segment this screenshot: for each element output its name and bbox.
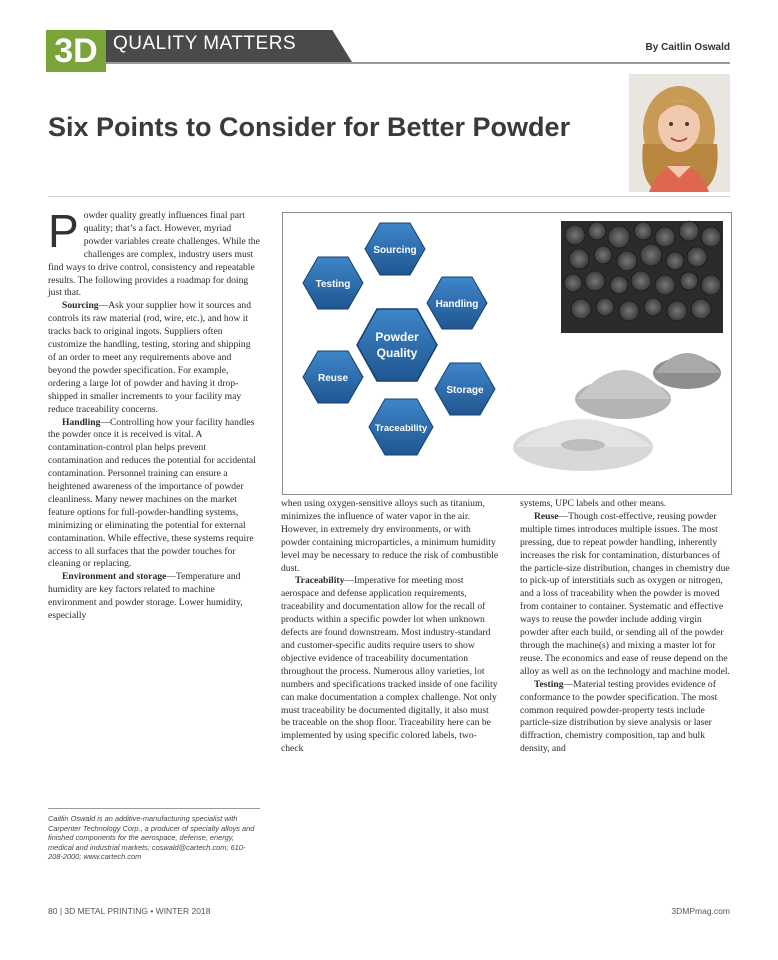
intro-paragraph: Powder quality greatly influences final part quality; that’s a fact. However, myriad powder variables create challenges. While the challenges are complex, industry users must find ways to drive control, consistency and repeatable results. The following provides a roadmap for doing just that. bbox=[48, 205, 260, 299]
drop-cap: P bbox=[48, 205, 79, 257]
hex-sourcing bbox=[365, 223, 425, 275]
author-bio: Caitlin Oswald is an additive-manufacturing specialist with Carpenter Technology Corp., a producer of specialty alloys and finished components for the aerospace, defense, energy, medical and industrial markets; coswald@cartech.com; 610-208-2000; www.cartech.com bbox=[48, 814, 255, 862]
article-column-1 bbox=[48, 205, 260, 623]
hex-storage bbox=[435, 363, 495, 415]
article-column-3 bbox=[520, 498, 730, 756]
page-footer-issue: 80 | 3D METAL PRINTING • WINTER 2018 bbox=[48, 906, 211, 916]
powder-quality-figure bbox=[282, 212, 732, 495]
environment-continued: when using oxygen-sensitive alloys such as titanium, minimizes the influence of water vapor in the air. However, in extremely dry environments, or with powder containing microparticles, a minimum humidity level may be necessary to reduce the risk of combustible dust. bbox=[281, 498, 499, 574]
handling-subhead: Handling bbox=[62, 416, 101, 428]
header-divider bbox=[106, 62, 730, 64]
handling-paragraph: Handling—Controlling how your facility handles the powder once it is received is vital. A contamination-control plan helps prevent contamination and reduces the potential for accidental contamination. Personnel training can ensure a heightened awareness of the importance of powder cleanliness. Many newer machines on the market feature options for full-powder-handling systems, minimizing or eliminating the potential for external contamination. While effective, these systems require access to all surfaces that the powder touches for cleaning or replacing. bbox=[48, 416, 256, 570]
section-title: QUALITY MATTERS bbox=[113, 33, 297, 54]
hex-reuse bbox=[303, 351, 363, 403]
testing-paragraph: Testing—Material testing provides evidence of conformance to the powder specification. The most common required powder-property tests include particle-size distribution by sieve analysis or laser diffraction, chemistry composition, tap and bulk density, and bbox=[520, 678, 718, 755]
title-divider bbox=[48, 196, 730, 197]
svg-text:Storage: Storage bbox=[446, 385, 484, 396]
reuse-paragraph: Reuse—Though cost-effective, reusing powder multiple times introduces multiple issues. The most pressing, due to repeat powder handling, inherently increases the risk for contamination, disturbances of the particle-size distribution, changes in chemistry due to pick-up of interstitials such as oxygen or nitrogen, and a loss of traceability when the powder is moved from container to container. Systematic and effective ways to reuse the powder include adding virgin powder after each build, or sending all of the powder through the machine(s) and mixing a master lot for reuse. The economics and ease of reuse depend on the alloy as well as on the technology and machine model. bbox=[520, 510, 730, 677]
byline: By Caitlin Oswald bbox=[645, 42, 730, 53]
traceability-paragraph: Traceability—Imperative for meeting most aerospace and defense application requirements, traceability and documentation allow for the recall of products within a specific powder lot when unknown defects are found downstream. Most industry-standard and customer-specific audits require users to show objective evidence of traceability documentation throughout the process. Numerous alloy varieties, lot numbers and specifications tracked inside of one facility can make documentation a complex challenge. Not only must traceability be documented digitally, it also must be traceable on the shop floor. Traceability here can be implemented by using specific colored labels, two-check bbox=[281, 575, 498, 755]
traceability-subhead: Traceability bbox=[295, 575, 345, 587]
article-column-2 bbox=[281, 498, 499, 756]
hex-handling bbox=[427, 277, 487, 329]
hex-diagram bbox=[303, 223, 495, 455]
reuse-subhead: Reuse bbox=[534, 510, 559, 522]
svg-text:Handling: Handling bbox=[435, 299, 479, 310]
svg-text:Powder: Powder bbox=[375, 330, 419, 344]
testing-subhead: Testing bbox=[534, 678, 564, 690]
hex-traceability bbox=[369, 399, 433, 455]
magazine-logo: 3D bbox=[46, 30, 106, 72]
powder-piles bbox=[513, 353, 721, 471]
hex-center-powder-quality bbox=[357, 309, 437, 381]
article-title: Six Points to Consider for Better Powder bbox=[48, 112, 571, 142]
traceability-continued: systems, UPC labels and other means. bbox=[520, 498, 667, 509]
sourcing-paragraph: Sourcing—Ask your supplier how it sources and controls its raw material (rod, wire, etc.), and how it tracks back to original ingots. Suppliers often customize the handling, testing, storing and shipping of an order to meet any requirements above and beyond the powder specification. For example, ordering a large lot of powder and having it drop-shipped in smaller increments to your facility may reduce traceability concerns. bbox=[48, 300, 252, 415]
page-footer-website[interactable]: 3DMPmag.com bbox=[671, 906, 730, 916]
powder-micrograph bbox=[561, 221, 723, 333]
svg-text:Testing: Testing bbox=[315, 279, 351, 290]
environment-paragraph: Environment and storage—Temperature and humidity are key factors related to machine environment and powder storage. Lower humidity, especially bbox=[48, 571, 243, 622]
svg-text:Quality: Quality bbox=[376, 346, 418, 360]
hex-testing bbox=[303, 257, 363, 309]
sourcing-subhead: Sourcing bbox=[62, 300, 99, 312]
svg-text:Reuse: Reuse bbox=[317, 373, 349, 384]
bio-divider bbox=[48, 808, 260, 809]
svg-text:Traceability: Traceability bbox=[374, 423, 428, 434]
environment-subhead: Environment and storage bbox=[62, 571, 167, 583]
author-portrait bbox=[629, 74, 730, 192]
svg-text:Sourcing: Sourcing bbox=[373, 245, 417, 256]
